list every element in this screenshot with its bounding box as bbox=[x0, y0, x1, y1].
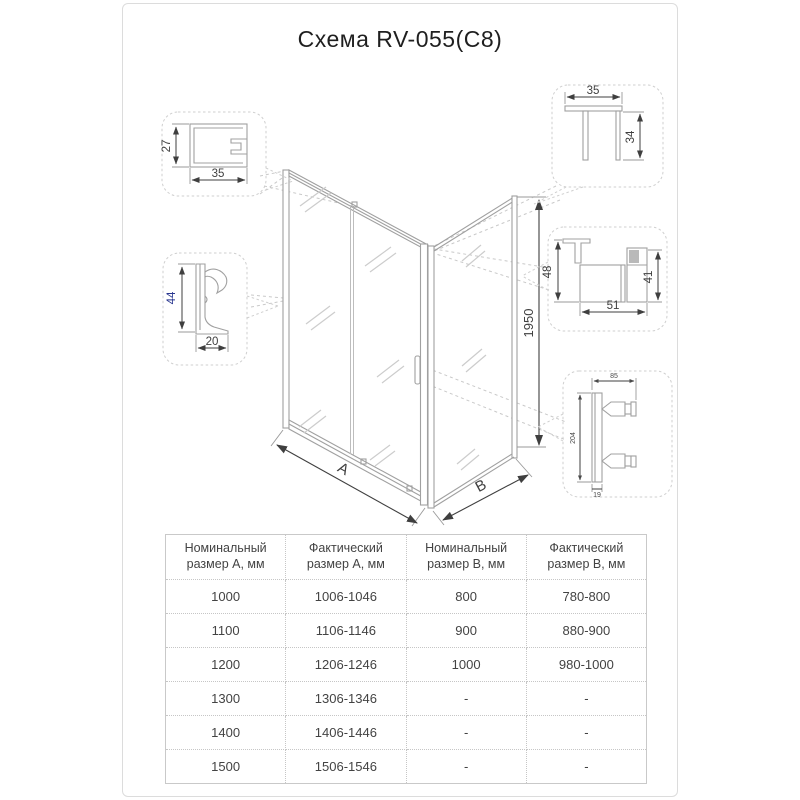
table-row bbox=[166, 580, 647, 614]
dimension-b bbox=[433, 459, 532, 525]
callout-top-rail-side bbox=[534, 85, 663, 204]
cell: 1000 bbox=[406, 648, 526, 682]
col-header-nominal-b: Номинальный размер В, мм bbox=[406, 535, 526, 580]
side-panel bbox=[428, 196, 517, 508]
detail-dim-204: 204 bbox=[570, 432, 577, 444]
page-title: Схема RV-055(C8) bbox=[297, 26, 503, 52]
door-handle bbox=[415, 356, 420, 384]
cell: - bbox=[406, 682, 526, 716]
col-header-actual-a: Фактический размер А, мм bbox=[286, 535, 406, 580]
size-table-header bbox=[166, 535, 647, 580]
main-enclosure-view bbox=[271, 170, 546, 526]
cell: 1200 bbox=[166, 648, 286, 682]
cell: 1506-1546 bbox=[286, 750, 406, 784]
callout-bottom-rail bbox=[522, 227, 667, 331]
dimension-a bbox=[271, 430, 425, 526]
leader-lines bbox=[251, 170, 566, 440]
detail-dim-19: 19 bbox=[593, 492, 601, 499]
width-label: A bbox=[334, 459, 352, 479]
table-row bbox=[166, 682, 647, 716]
detail-dim-35b: 35 bbox=[586, 85, 600, 97]
cell: 1406-1446 bbox=[286, 716, 406, 750]
cell: - bbox=[526, 682, 646, 716]
dimension-height bbox=[517, 197, 546, 447]
cell: 800 bbox=[406, 580, 526, 614]
callout-wall-profile bbox=[163, 253, 278, 365]
cell: - bbox=[526, 750, 646, 784]
table-row bbox=[166, 750, 647, 784]
size-table bbox=[165, 534, 647, 784]
cell: - bbox=[406, 750, 526, 784]
height-label: 1950 bbox=[521, 308, 536, 338]
cell: 1400 bbox=[166, 716, 286, 750]
col-header-nominal-a: Номинальный размер А, мм bbox=[166, 535, 286, 580]
table-row bbox=[166, 614, 647, 648]
detail-dim-27: 27 bbox=[161, 139, 173, 153]
detail-dim-85: 85 bbox=[610, 373, 618, 380]
cell: 1106-1146 bbox=[286, 614, 406, 648]
detail-dim-51: 51 bbox=[606, 300, 620, 312]
depth-label: B bbox=[472, 476, 490, 496]
cell: 980-1000 bbox=[526, 648, 646, 682]
cell: 780-800 bbox=[526, 580, 646, 614]
cell: - bbox=[406, 716, 526, 750]
cell: 1206-1246 bbox=[286, 648, 406, 682]
detail-dim-35a: 35 bbox=[211, 168, 225, 180]
cell: 880-900 bbox=[526, 614, 646, 648]
cell: 1000 bbox=[166, 580, 286, 614]
size-table-body bbox=[166, 580, 647, 784]
detail-dim-44: 44 bbox=[166, 291, 178, 305]
cell: 1100 bbox=[166, 614, 286, 648]
cell: 1306-1346 bbox=[286, 682, 406, 716]
cell: 1006-1046 bbox=[286, 580, 406, 614]
cell: 1500 bbox=[166, 750, 286, 784]
detail-dim-20: 20 bbox=[205, 336, 219, 348]
table-row bbox=[166, 716, 647, 750]
callout-handle bbox=[538, 371, 672, 499]
cell: 900 bbox=[406, 614, 526, 648]
cell: - bbox=[526, 716, 646, 750]
front-frame bbox=[283, 170, 428, 505]
callout-top-rail-front bbox=[161, 112, 293, 196]
table-row bbox=[166, 648, 647, 682]
cell: 1300 bbox=[166, 682, 286, 716]
detail-dim-48: 48 bbox=[542, 265, 554, 279]
detail-dim-41: 41 bbox=[643, 270, 655, 284]
col-header-actual-b: Фактический размер В, мм bbox=[526, 535, 646, 580]
detail-dim-34: 34 bbox=[625, 130, 637, 144]
